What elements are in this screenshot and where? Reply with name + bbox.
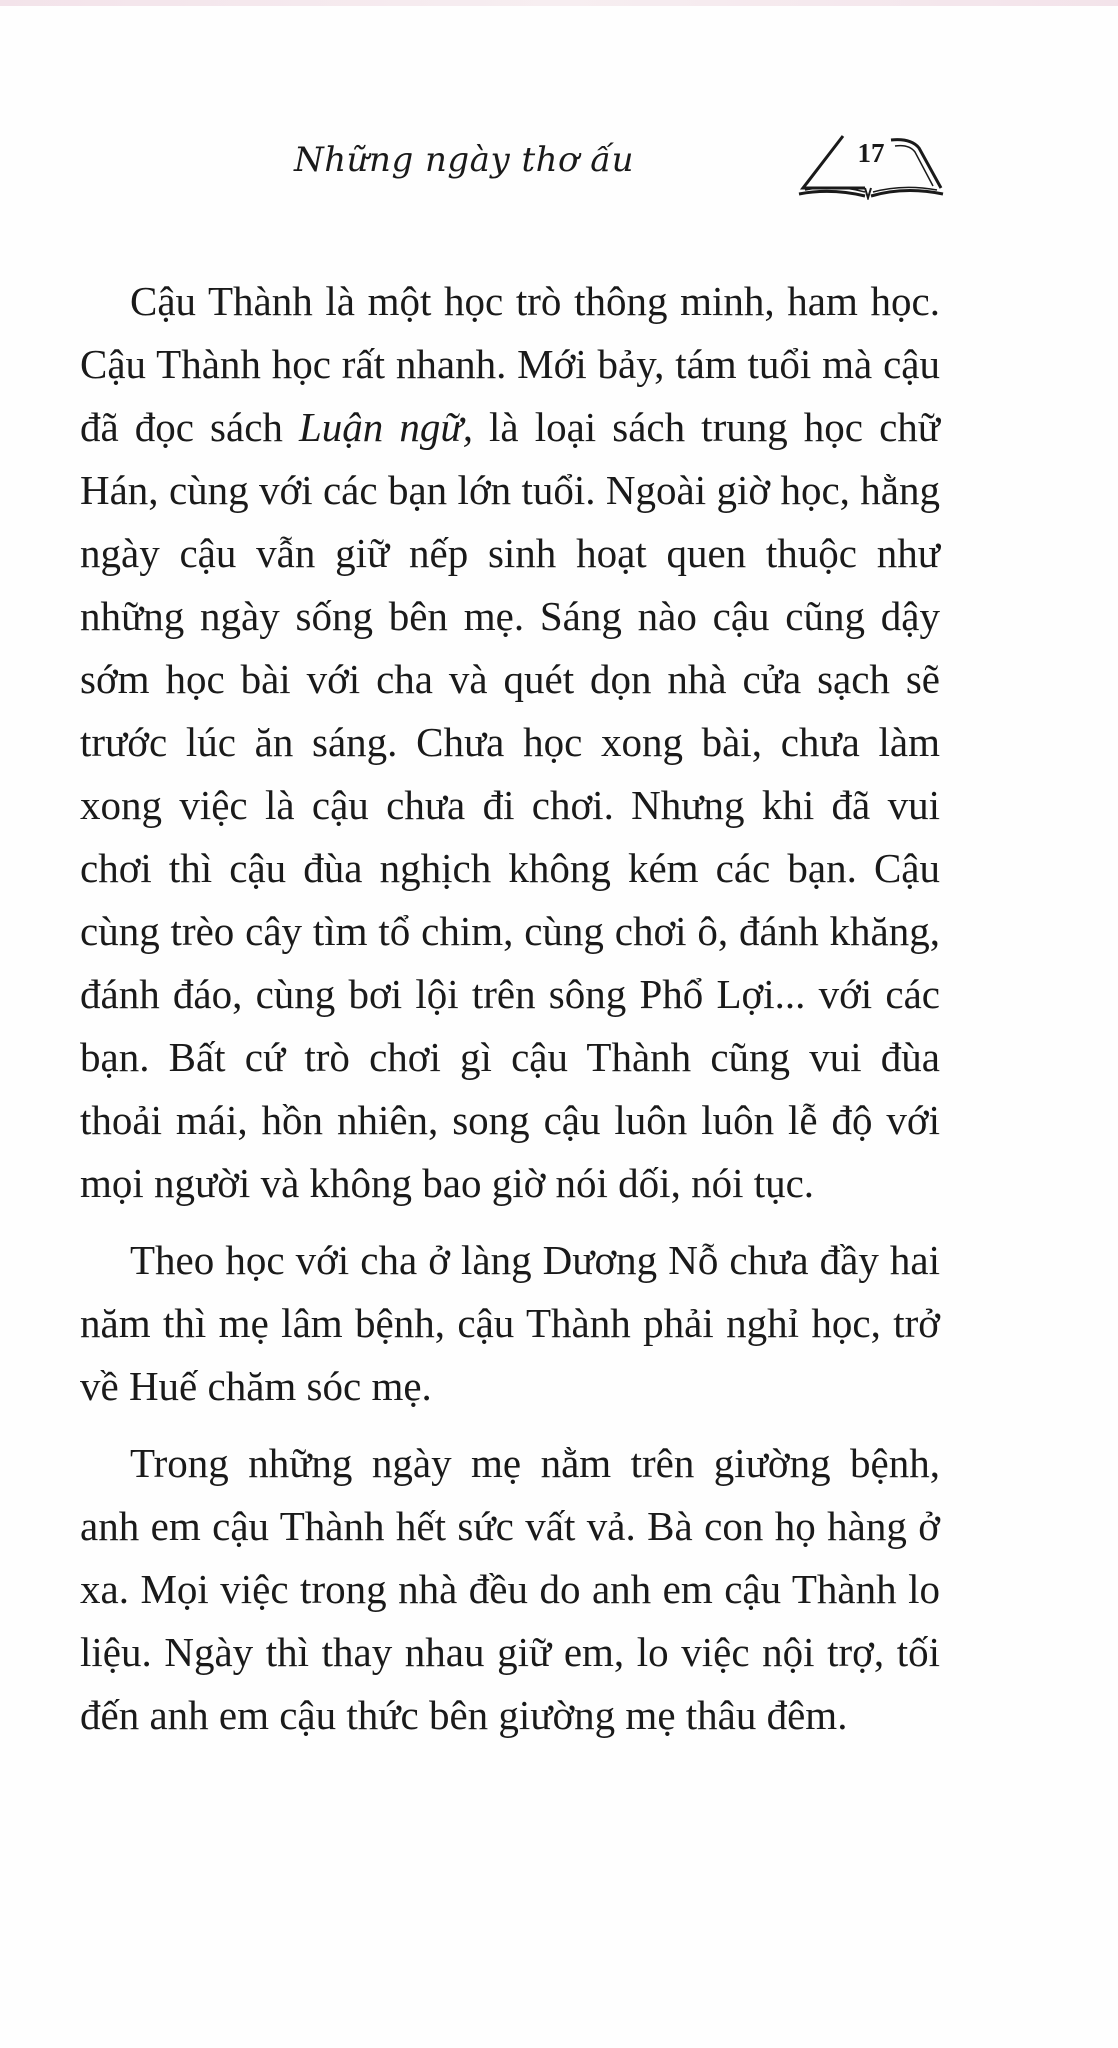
paragraph-3: Trong những ngày mẹ nằm trên giường bệnh, anh em cậu Thành hết sức vất vả. Bà con họ hàng ở xa. Mọi việc trong nhà đều do anh em cậu Thành lo liệu. Ngày thì thay nhau giữ em, lo việc nội trợ, tối đến anh em cậu thức bên giường mẹ thâu đêm. xyxy=(80,1440,940,1738)
page-number-badge xyxy=(795,130,945,200)
page-top-edge xyxy=(0,0,1118,6)
paragraph-1-text-a: Cậu Thành là một học trò thông minh, ham học. Cậu Thành học rất nhanh. Mới bảy, tám tuổi mà cậu đã đọc sách xyxy=(80,278,940,450)
paragraph-1 xyxy=(80,270,940,1215)
body-text xyxy=(80,270,940,1761)
running-title: Những ngày thơ ấu xyxy=(294,140,635,180)
page-number: 17 xyxy=(857,138,885,168)
page-header xyxy=(0,130,1118,210)
paragraph-2: Theo học với cha ở làng Dương Nỗ chưa đầy hai năm thì mẹ lâm bệnh, cậu Thành phải nghỉ học, trở về Huế chăm sóc mẹ. xyxy=(80,1237,940,1409)
paragraph-1-text-b: là loại sách trung học chữ Hán, cùng với các bạn lớn tuổi. Ngoài giờ học, hằng ngày cậu vẫn giữ nếp sinh hoạt quen thuộc như những ngày sống bên mẹ. Sáng nào cậu cũng dậy sớm học bài với cha và quét dọn nhà cửa sạch sẽ trước lúc ăn sáng. Chưa học xong bài, chưa làm xong việc là cậu chưa đi chơi. Nhưng khi đã vui chơi thì cậu đùa nghịch không kém các bạn. Cậu cùng trèo cây tìm tổ chim, cùng chơi ô, đánh khăng, đánh đáo, cùng bơi lội trên sông Phổ Lợi... với các bạn. Bất cứ trò chơi gì cậu Thành cũng vui đùa thoải mái, hồn nhiên, song cậu luôn luôn lễ độ với mọi người và không bao giờ nói dối, nói tục. xyxy=(80,404,940,1206)
book-title-luan-ngu: Luận ngữ, xyxy=(298,404,473,450)
